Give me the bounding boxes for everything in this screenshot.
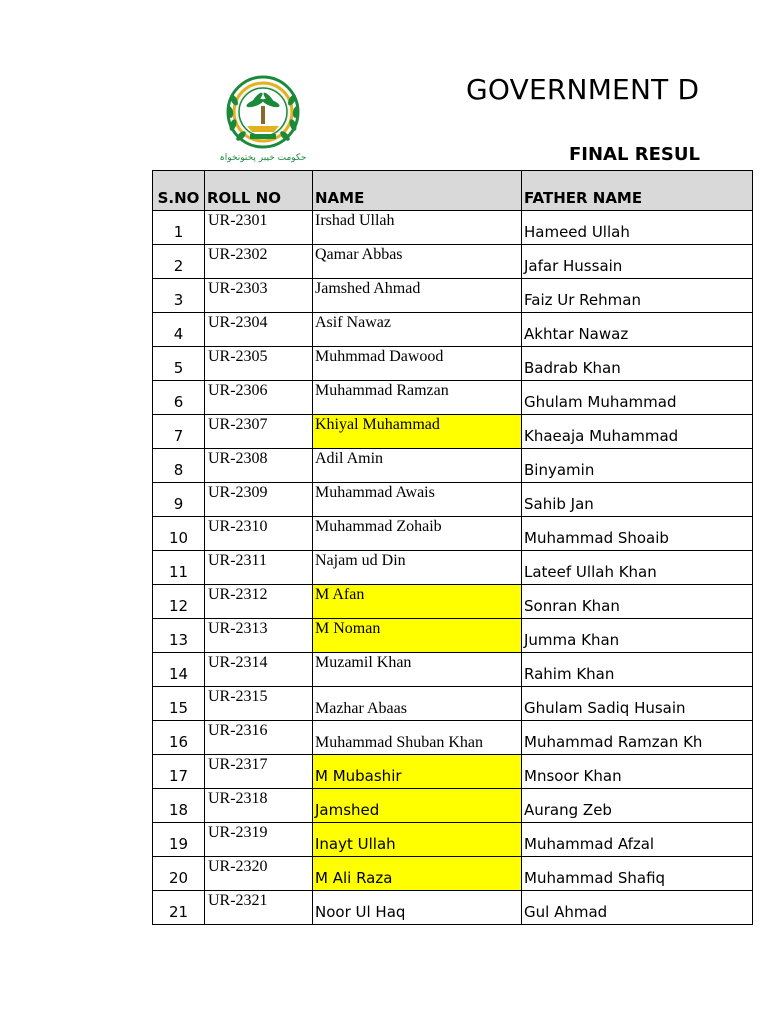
roll-no-cell: UR-2306 xyxy=(205,381,313,415)
column-header-name: NAME xyxy=(313,171,522,211)
name-cell: Irshad Ullah xyxy=(313,211,522,245)
name-cell: Muhammad Shuban Khan xyxy=(313,721,522,755)
father-name-cell: Akhtar Nawaz xyxy=(522,313,753,347)
sno-cell: 5 xyxy=(153,347,205,381)
sno-cell: 1 xyxy=(153,211,205,245)
table-row xyxy=(153,755,753,789)
sno-cell: 6 xyxy=(153,381,205,415)
father-name-cell: Sonran Khan xyxy=(522,585,753,619)
name-cell: Asif Nawaz xyxy=(313,313,522,347)
name-cell: Qamar Abbas xyxy=(313,245,522,279)
table-row xyxy=(153,381,753,415)
roll-no-cell: UR-2316 xyxy=(205,721,313,755)
roll-no-cell: UR-2321 xyxy=(205,891,313,925)
roll-no-cell: UR-2320 xyxy=(205,857,313,891)
table-row xyxy=(153,789,753,823)
father-name-cell: Rahim Khan xyxy=(522,653,753,687)
table-row xyxy=(153,449,753,483)
name-cell: Najam ud Din xyxy=(313,551,522,585)
table-row xyxy=(153,653,753,687)
roll-no-cell: UR-2319 xyxy=(205,823,313,857)
column-header-roll-no: ROLL NO xyxy=(205,171,313,211)
sno-cell: 13 xyxy=(153,619,205,653)
name-cell: Muhammad Zohaib xyxy=(313,517,522,551)
table-row xyxy=(153,279,753,313)
column-header-father-name: FATHER NAME xyxy=(522,171,753,211)
roll-no-cell: UR-2317 xyxy=(205,755,313,789)
sno-cell: 8 xyxy=(153,449,205,483)
sno-cell: 17 xyxy=(153,755,205,789)
roll-no-cell: UR-2318 xyxy=(205,789,313,823)
roll-no-cell: UR-2309 xyxy=(205,483,313,517)
table-row xyxy=(153,687,753,721)
roll-no-cell: UR-2310 xyxy=(205,517,313,551)
table-row xyxy=(153,483,753,517)
page-title: GOVERNMENT D xyxy=(466,73,700,106)
column-header-sno: S.NO xyxy=(153,171,205,211)
father-name-cell: Ghulam Muhammad xyxy=(522,381,753,415)
father-name-cell: Hameed Ullah xyxy=(522,211,753,245)
name-cell: Muhammad Ramzan xyxy=(313,381,522,415)
name-cell-highlighted: M Mubashir xyxy=(313,755,522,789)
father-name-cell: Khaeaja Muhammad xyxy=(522,415,753,449)
name-cell-highlighted: Jamshed xyxy=(313,789,522,823)
father-name-cell: Aurang Zeb xyxy=(522,789,753,823)
sno-cell: 14 xyxy=(153,653,205,687)
father-name-cell: Jumma Khan xyxy=(522,619,753,653)
sno-cell: 11 xyxy=(153,551,205,585)
roll-no-cell: UR-2308 xyxy=(205,449,313,483)
header-row xyxy=(153,171,753,211)
roll-no-cell: UR-2304 xyxy=(205,313,313,347)
table-row xyxy=(153,721,753,755)
roll-no-cell: UR-2302 xyxy=(205,245,313,279)
sno-cell: 2 xyxy=(153,245,205,279)
table-row xyxy=(153,211,753,245)
name-cell: Muzamil Khan xyxy=(313,653,522,687)
roll-no-cell: UR-2307 xyxy=(205,415,313,449)
father-name-cell: Badrab Khan xyxy=(522,347,753,381)
sno-cell: 9 xyxy=(153,483,205,517)
table-row xyxy=(153,517,753,551)
table-row xyxy=(153,585,753,619)
father-name-cell: Gul Ahmad xyxy=(522,891,753,925)
table-row xyxy=(153,857,753,891)
table-row xyxy=(153,347,753,381)
father-name-cell: Jafar Hussain xyxy=(522,245,753,279)
table-row xyxy=(153,245,753,279)
result-table xyxy=(152,170,753,925)
name-cell-highlighted: M Afan xyxy=(313,585,522,619)
roll-no-cell: UR-2301 xyxy=(205,211,313,245)
name-cell-highlighted: M Ali Raza xyxy=(313,857,522,891)
table-row xyxy=(153,313,753,347)
roll-no-cell: UR-2314 xyxy=(205,653,313,687)
roll-no-cell: UR-2303 xyxy=(205,279,313,313)
father-name-cell: Sahib Jan xyxy=(522,483,753,517)
roll-no-cell: UR-2312 xyxy=(205,585,313,619)
roll-no-cell: UR-2311 xyxy=(205,551,313,585)
father-name-cell: Muhammad Ramzan Kh xyxy=(522,721,753,755)
father-name-cell: Binyamin xyxy=(522,449,753,483)
sno-cell: 3 xyxy=(153,279,205,313)
father-name-cell: Faiz Ur Rehman xyxy=(522,279,753,313)
sno-cell: 21 xyxy=(153,891,205,925)
father-name-cell: Muhammad Shoaib xyxy=(522,517,753,551)
sno-cell: 4 xyxy=(153,313,205,347)
father-name-cell: Lateef Ullah Khan xyxy=(522,551,753,585)
kp-emblem-icon xyxy=(214,70,312,166)
government-logo xyxy=(214,70,312,166)
name-cell: Adil Amin xyxy=(313,449,522,483)
name-cell-highlighted: Inayt Ullah xyxy=(313,823,522,857)
name-cell: Muhmmad Dawood xyxy=(313,347,522,381)
father-name-cell: Muhammad Shafiq xyxy=(522,857,753,891)
sno-cell: 18 xyxy=(153,789,205,823)
sno-cell: 19 xyxy=(153,823,205,857)
name-cell-highlighted: Khiyal Muhammad xyxy=(313,415,522,449)
father-name-cell: Muhammad Afzal xyxy=(522,823,753,857)
sno-cell: 7 xyxy=(153,415,205,449)
page-subtitle: FINAL RESUL xyxy=(569,144,700,165)
table-row xyxy=(153,619,753,653)
name-cell: Mazhar Abaas xyxy=(313,687,522,721)
table-row xyxy=(153,415,753,449)
table-row xyxy=(153,823,753,857)
name-cell-highlighted: M Noman xyxy=(313,619,522,653)
sno-cell: 10 xyxy=(153,517,205,551)
table-row xyxy=(153,891,753,925)
roll-no-cell: UR-2315 xyxy=(205,687,313,721)
name-cell: Jamshed Ahmad xyxy=(313,279,522,313)
father-name-cell: Ghulam Sadiq Husain xyxy=(522,687,753,721)
sno-cell: 12 xyxy=(153,585,205,619)
logo-urdu-text: حکومت خیبر پختونخواہ xyxy=(219,153,307,163)
name-cell: Muhammad Awais xyxy=(313,483,522,517)
name-cell: Noor Ul Haq xyxy=(313,891,522,925)
roll-no-cell: UR-2313 xyxy=(205,619,313,653)
table-row xyxy=(153,551,753,585)
sno-cell: 16 xyxy=(153,721,205,755)
roll-no-cell: UR-2305 xyxy=(205,347,313,381)
result-sheet xyxy=(152,170,703,921)
sno-cell: 20 xyxy=(153,857,205,891)
table-body xyxy=(153,211,753,925)
table-header xyxy=(153,171,753,211)
father-name-cell: Mnsoor Khan xyxy=(522,755,753,789)
sno-cell: 15 xyxy=(153,687,205,721)
